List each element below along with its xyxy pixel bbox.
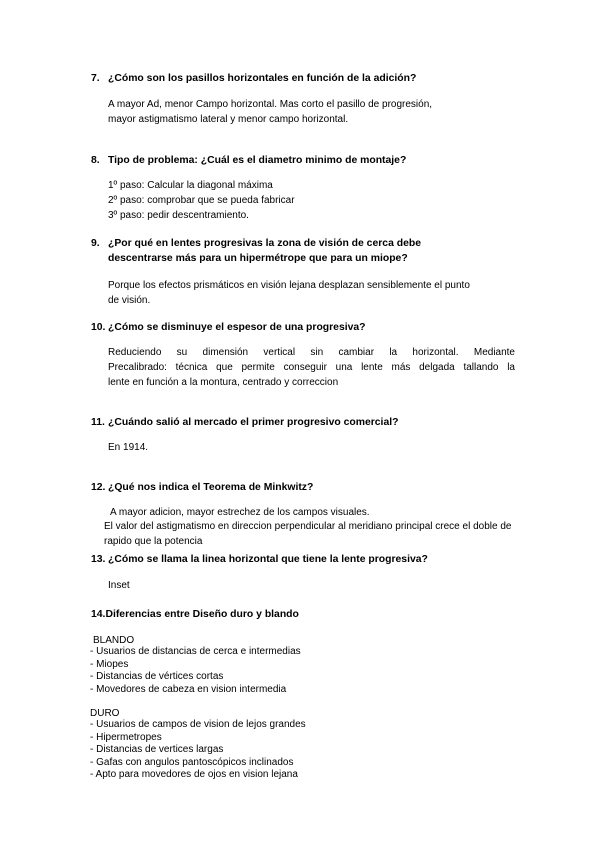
question-text: Diferencias entre Diseño duro y blando: [105, 609, 299, 620]
question-number: 14.: [91, 609, 106, 620]
answer-line: 3º paso: pedir descentramiento.: [108, 210, 249, 221]
answer-line: El valor del astigmatismo en direccion perpendicular al meridiano principal crece el doble de: [104, 521, 512, 532]
answer-line: lente en función a la montura, centrado y correccion: [108, 377, 339, 388]
question-8: [91, 153, 406, 168]
answer-line: rapido que la potencia: [104, 536, 203, 547]
question-number: 11.: [91, 417, 105, 428]
list-item: - Usuarios de campos de vision de lejos grandes: [90, 719, 306, 730]
section-title: DURO: [90, 708, 120, 719]
answer-11: [108, 440, 148, 455]
answer-line: 2º paso: comprobar que se pueda fabricar: [108, 195, 295, 206]
answer-9: [108, 278, 470, 308]
list-item: - Apto para movedores de ojos en vision lejana: [90, 769, 298, 780]
section-title: BLANDO: [93, 635, 135, 646]
list-item: - Hipermetropes: [90, 731, 162, 743]
answer-line: En 1914.: [108, 442, 149, 453]
answer-line: Precalibrado: técnica que permite conseguir una lente más delgada tallando la: [108, 362, 515, 373]
answer-10: [108, 345, 515, 390]
answer-line: de visión.: [108, 295, 151, 306]
question-number: 7.: [91, 73, 100, 84]
question-text-line: ¿Por qué en lentes progresivas la zona de visión de cerca debe: [108, 238, 421, 249]
list-item: - Gafas con angulos pantoscópicos inclinados: [90, 756, 294, 768]
answer-7: [108, 97, 432, 127]
question-14: [91, 607, 299, 622]
list-item: - Miopes: [90, 658, 129, 670]
answer-8: [108, 178, 295, 223]
question-number: 10.: [91, 322, 106, 333]
question-text: ¿Cuándo salió al mercado el primer progresivo comercial?: [108, 417, 399, 428]
question-text: ¿Cómo se llama la linea horizontal que tiene la lente progresiva?: [108, 554, 428, 565]
list-item: - Usuarios de distancias de cerca e intermedias: [90, 646, 301, 657]
question-text: Tipo de problema: ¿Cuál es el diametro minimo de montaje?: [108, 155, 407, 166]
answer-line: Inset: [108, 580, 130, 591]
question-number: 8.: [91, 155, 100, 166]
answer-12-line-1: [110, 505, 370, 520]
question-number: 9.: [91, 238, 100, 249]
list-item: - Movedores de cabeza en vision intermedia: [90, 683, 287, 695]
list-item: - Distancias de vértices cortas: [90, 671, 224, 682]
blando-list: [90, 646, 301, 696]
question-text-line: descentrarse más para un hipermétrope que para un miope?: [108, 253, 408, 264]
question-text: ¿Qué nos indica el Teorema de Minkwitz?: [108, 482, 314, 493]
answer-line: 1º paso: Calcular la diagonal máxima: [108, 180, 273, 191]
question-10: [91, 320, 366, 335]
question-number: 13.: [91, 554, 106, 565]
answer-line: Reduciendo su dimensión vertical sin cambiar la horizontal. Mediante: [108, 347, 515, 358]
answer-13: [108, 578, 130, 593]
answer-line: A mayor Ad, menor Campo horizontal. Mas corto el pasillo de progresión,: [108, 99, 433, 110]
question-9: [91, 236, 421, 266]
question-12: [91, 480, 313, 495]
question-13: [91, 552, 428, 567]
question-number: 12.: [91, 482, 106, 493]
list-item: - Distancias de vertices largas: [90, 744, 224, 755]
answer-line: Porque los efectos prismáticos en visión lejana desplazan sensiblemente el punto: [108, 280, 470, 291]
answer-12-rest: [104, 519, 511, 549]
answer-line: A mayor adicion, mayor estrechez de los campos visuales.: [110, 507, 370, 518]
question-11: [91, 415, 398, 430]
question-text: ¿Cómo son los pasillos horizontales en función de la adición?: [108, 73, 417, 84]
duro-list: [90, 719, 306, 782]
question-7: [91, 71, 416, 86]
answer-line: mayor astigmatismo lateral y menor campo horizontal.: [108, 114, 349, 125]
question-text: ¿Cómo se disminuye el espesor de una progresiva?: [108, 322, 366, 333]
